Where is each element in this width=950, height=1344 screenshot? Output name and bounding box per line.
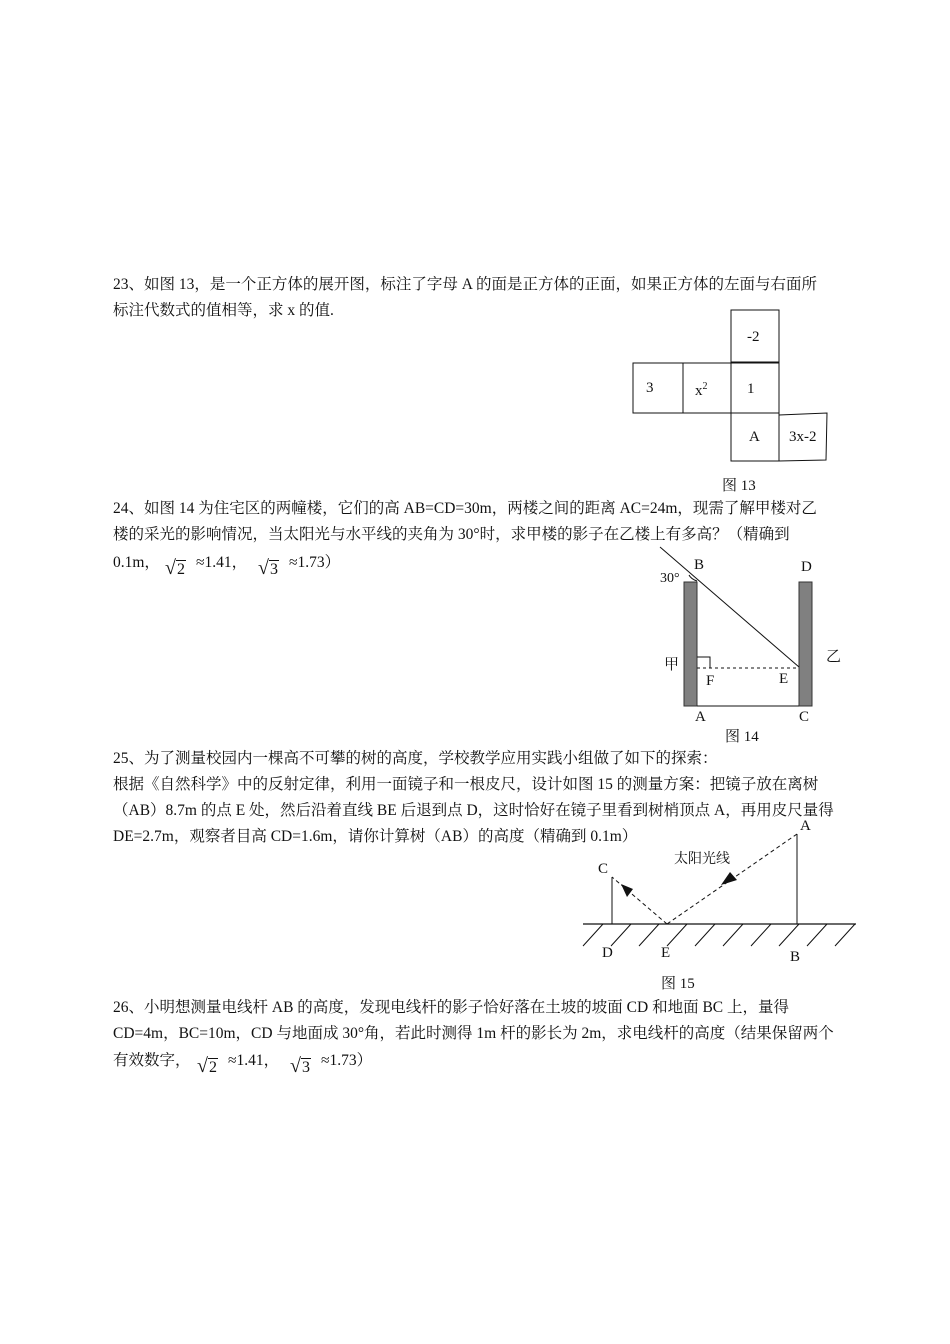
net-label-center: 1 bbox=[747, 381, 755, 397]
figure-15-mirror bbox=[575, 812, 865, 997]
q24-line-1: 24、如图 14 为住宅区的两幢楼，它们的高 AB=CD=30m，两楼之间的距离 AC=24m，现需了解甲楼对乙 bbox=[113, 500, 817, 517]
label-D: D bbox=[801, 559, 812, 575]
figure-15-caption: 图 15 bbox=[661, 976, 695, 992]
label-B: B bbox=[790, 949, 801, 965]
building-jia bbox=[684, 582, 697, 706]
net-label-x2: $x^2$ bbox=[695, 381, 708, 399]
label-angle-30: 30° bbox=[660, 571, 680, 586]
figure-13-cube-net bbox=[625, 305, 840, 500]
figure-14-caption: 图 14 bbox=[725, 729, 759, 745]
figure-13-caption: 图 13 bbox=[722, 478, 756, 494]
q24-sqrt-2: √2 bbox=[165, 557, 185, 579]
reflected-ray bbox=[612, 877, 667, 924]
q26-sqrt-2: √2 bbox=[197, 1055, 217, 1077]
sun-ray-line bbox=[660, 547, 799, 667]
q23-line-1: 23、如图 13，是一个正方体的展开图，标注了字母 A 的面是正方体的正面，如果正方体的左面与右面所 bbox=[113, 276, 817, 293]
label-F: F bbox=[706, 673, 715, 689]
q26-line-1: 26、小明想测量电线杆 AB 的高度，发现电线杆的影子恰好落在土坡的坡面 CD 和地面 BC 上，量得 bbox=[113, 999, 789, 1016]
label-A: A bbox=[800, 818, 811, 834]
label-C: C bbox=[799, 709, 810, 725]
q25-line-1: 25、为了测量校园内一棵高不可攀的树的高度，学校教学应用实践小组做了如下的探索： bbox=[113, 750, 718, 767]
label-yi: 乙 bbox=[826, 649, 842, 665]
label-sunlight: 太阳光线 bbox=[674, 852, 730, 867]
question-24 bbox=[113, 496, 861, 548]
q26-approx-2: ≈1.73） bbox=[321, 1052, 373, 1069]
arrow-reflected bbox=[621, 884, 633, 897]
label-E: E bbox=[661, 945, 671, 961]
right-angle-mark bbox=[697, 657, 710, 668]
question-26 bbox=[113, 995, 861, 1047]
q23-line-2: 标注代数式的值相等，求 x 的值. bbox=[113, 302, 334, 319]
label-A: A bbox=[695, 709, 706, 725]
label-E: E bbox=[779, 671, 789, 687]
net-label-left: 3 bbox=[646, 380, 654, 396]
q24-sqrt-3: √3 bbox=[258, 557, 278, 579]
label-jia: 甲 bbox=[664, 657, 680, 673]
arrow-incident bbox=[721, 872, 737, 885]
label-B: B bbox=[694, 557, 705, 573]
q25-line-2: 根据《自然科学》中的反射定律，利用一面镜子和一根皮尺，设计如图 15 的测量方案：把镜子放在离树 bbox=[113, 776, 819, 793]
q24-line-2: 楼的采光的影响情况，当太阳光与水平线的夹角为 30°时，求甲楼的影子在乙楼上有多高？（精确到 bbox=[113, 526, 790, 543]
label-C: C bbox=[598, 861, 609, 877]
net-label-right: 3x-2 bbox=[789, 429, 817, 445]
q24-approx-2: ≈1.73） bbox=[289, 554, 341, 571]
q24-approx-1: ≈1.41， bbox=[196, 554, 248, 571]
q26-sqrt-3: √3 bbox=[290, 1055, 310, 1077]
q26-line-3-prefix: 有效数字， bbox=[113, 1052, 191, 1069]
building-yi bbox=[799, 582, 812, 706]
q24-line-3-prefix: 0.1m， bbox=[113, 554, 160, 571]
net-cell-left bbox=[633, 363, 683, 413]
ground-hatching bbox=[583, 924, 855, 946]
net-label-front: A bbox=[749, 429, 760, 445]
q25-line-3: （AB）8.7m 的点 E 处，然后沿着直线 BE 后退到点 D，这时恰好在镜子里看到树梢顶点 A，再用皮尺量得 bbox=[113, 802, 834, 819]
label-D: D bbox=[602, 945, 613, 961]
q25-line-4: DE=2.7m，观察者目高 CD=1.6m，请你计算树（AB）的高度（精确到 0.1m） bbox=[113, 828, 638, 845]
net-label-top: -2 bbox=[747, 329, 760, 345]
q26-approx-1: ≈1.41， bbox=[228, 1052, 280, 1069]
net-cell-center bbox=[731, 363, 779, 413]
figure-14-buildings bbox=[650, 545, 850, 750]
q26-line-2: CD=4m，BC=10m，CD 与地面成 30°角，若此时测得 1m 杆的影长为 2m，求电线杆的高度（结果保留两个 bbox=[113, 1025, 834, 1042]
